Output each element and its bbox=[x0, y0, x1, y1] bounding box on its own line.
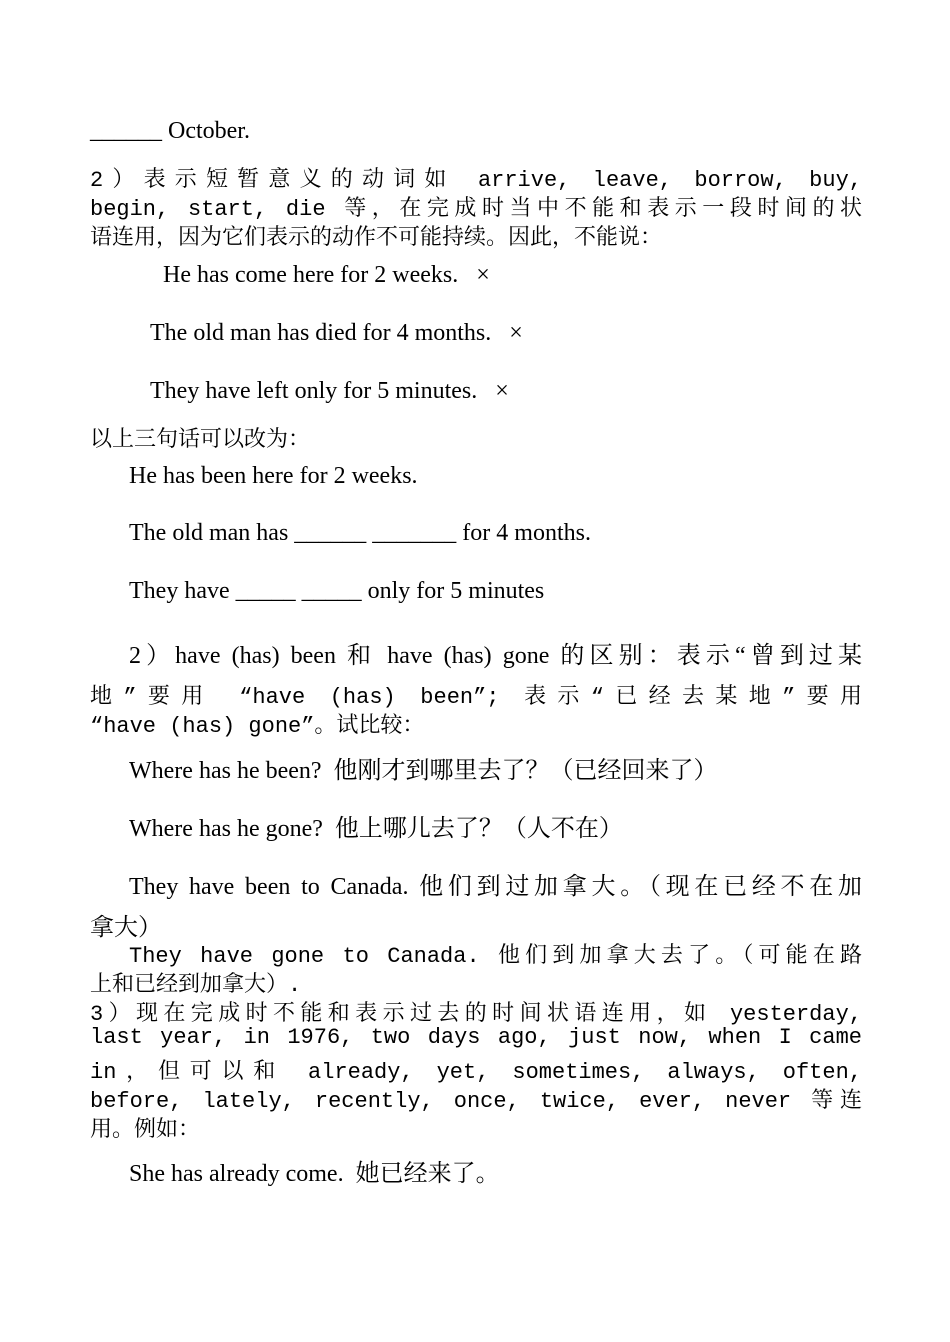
text-line-rule2-reason: 语连用，因为它们表示的动作不可能持续。因此，不能说： bbox=[90, 226, 663, 251]
text-line-rule3-allowed-adverbs: in，但可以和 already, yet, sometimes, always, often, bbox=[90, 1060, 862, 1085]
text-line-compare: “have (has) gone”。试比较： bbox=[90, 714, 425, 739]
wrong-example-1: He has come here for 2 weeks. × bbox=[163, 262, 490, 288]
example-already-come: She has already come. 她已经来了。 bbox=[129, 1161, 500, 1187]
text-line-been-gone-heading: 2）have (has) been 和 have (has) gone 的区别：表示“曾到过某 bbox=[129, 643, 862, 669]
example-been-to-canada: They have been to Canada. 他们到过加拿大。（现在已经不在加 bbox=[129, 874, 862, 900]
wrong-example-3: They have left only for 5 minutes. × bbox=[150, 378, 509, 404]
text-line-rule2-verbs: begin, start, die 等，在完成时当中不能和表示一段时间的状 bbox=[90, 197, 862, 222]
correct-example-2-blank: The old man has ______ _______ for 4 months. bbox=[129, 520, 591, 546]
text-line-rule3-past-adverbs: last year, in 1976, two days ago, just now, when I came bbox=[90, 1025, 862, 1050]
text-line-correction-intro: 以上三句话可以改为： bbox=[90, 428, 311, 453]
example-been-to-canada-cont: 拿大） bbox=[90, 915, 162, 941]
example-gone-to-canada: They have gone to Canada. 他们到加拿大去了。（可能在路 bbox=[129, 944, 862, 969]
wrong-example-2: The old man has died for 4 months. × bbox=[150, 320, 523, 346]
example-gone-to-canada-cont: 上和已经到加拿大）. bbox=[90, 973, 302, 998]
correct-example-3-blank: They have _____ _____ only for 5 minutes bbox=[129, 578, 545, 604]
text-line-been-gone-explain: 地”要用 “have (has) been”; 表示“已经去某地”要用 bbox=[90, 685, 862, 710]
text-line-rule2-intro: 2）表示短暂意义的动词如 arrive, leave, borrow, buy, bbox=[90, 168, 862, 193]
example-where-gone: Where has he gone? 他上哪儿去了？（人不在） bbox=[129, 816, 623, 842]
correct-example-1: He has been here for 2 weeks. bbox=[129, 463, 418, 489]
text-line-rule3-intro: 3）现在完成时不能和表示过去的时间状语连用，如 yesterday, bbox=[90, 1002, 862, 1027]
text-line-rule3-example-intro: 用。例如： bbox=[90, 1118, 201, 1143]
text-line-rule3-allowed-adverbs-cont: before, lately, recently, once, twice, ever, never 等连 bbox=[90, 1089, 862, 1114]
example-where-been: Where has he been? 他刚才到哪里去了？（已经回来了） bbox=[129, 758, 718, 784]
text-line-october: ______ October. bbox=[90, 118, 250, 144]
